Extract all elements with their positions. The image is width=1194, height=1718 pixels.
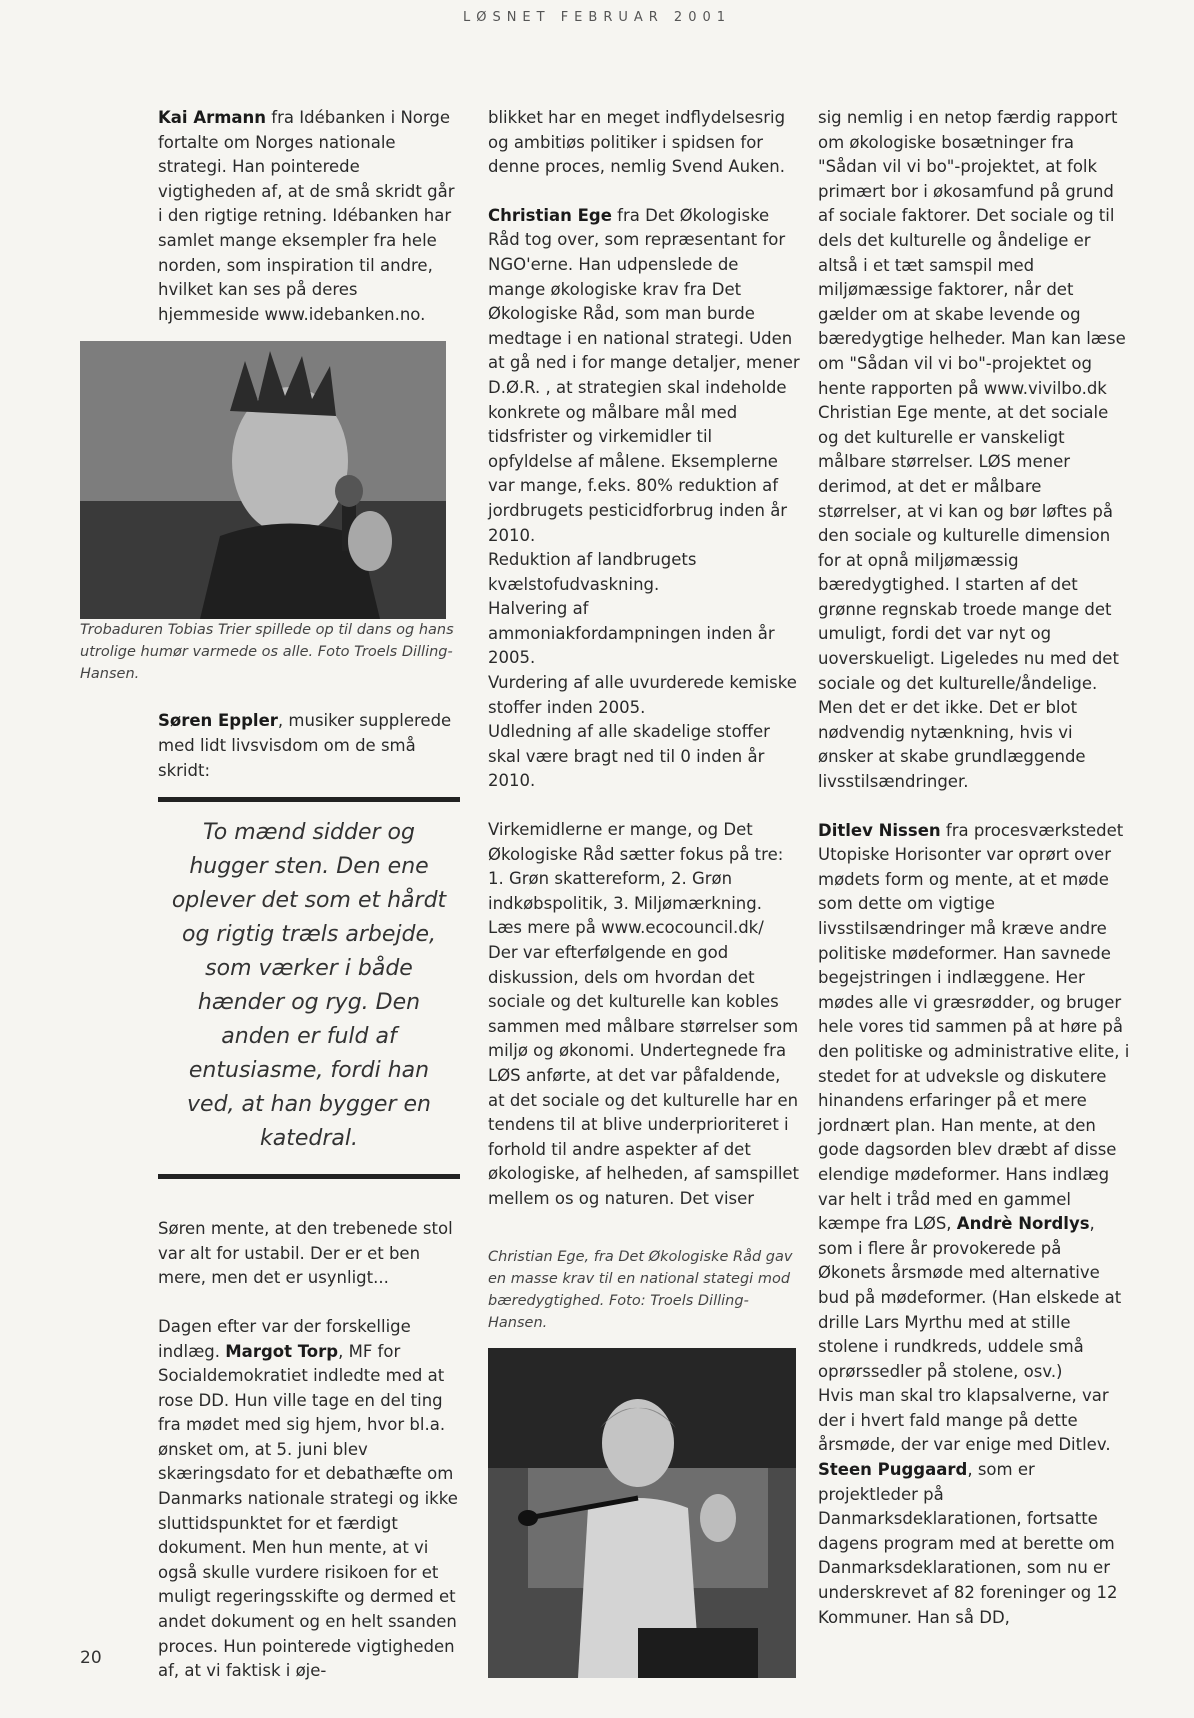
running-header: LØSNET FEBRUAR 2001 [462, 10, 732, 25]
paragraph-text: , MF for Socialdemokratiet indledte med at rose DD. Hun ville tage en del ting fra mødet med sig hjem, hvor bl.a. ønsket om, at 5. juni blev skæringsdato for et debathæfte om Danmarks nationale strategi og ikke sluttidspunktet for et færdigt dokument. Men hun mente, at vi også skulle vurdere risikoen for et muligt regeringsskifte og dermed et andet dokument og en helt ssanden proces. Hun pointerede vigtigheden af, at vi faktisk i øje- [158, 1341, 458, 1681]
paragraph-applause: Hvis man skal tro klapsalverne, var der i hvert fald mange på dette årsmøde, der var enige med Ditlev. [818, 1386, 1111, 1455]
person-name: Søren Eppler [158, 711, 278, 731]
page-number: 20 [80, 1648, 102, 1668]
person-name: Andrè Nordlys [956, 1214, 1090, 1234]
photo-caption: Christian Ege, fra Det Økologiske Råd gav en masse krav til en national stategi mod bæredygtighed. Foto: Troels Dilling-Hansen. [488, 1248, 793, 1331]
paragraph-measurable: Christian Ege mente, at det sociale og det kulturelle er vanskeligt målbare størrelser. LØS mener derimod, at det er målbare størrelser, at vi kan og bør løftes på den sociale og kulturelle dimension for at opnå miljømæssig bæredygtighed. I starten af det grønne regnskab troede mange det umuligt, fordi det var nyt og uoverskueligt. Ligeledes nu med det sociale og det kulturelle/åndelige. Men det er det ikke. Det er blot nødvendig nytænkning, hvis vi ønsker at skabe grundlæggende livsstilsændringer. [818, 403, 1119, 792]
paragraph-virkemidler: Virkemidlerne er mange, og Det Økologiske Råd sætter fokus på tre: 1. Grøn skattereform, 2. Grøn indkøbspolitik, 3. Miljømærkning. Læs mere på www.ecocouncil.dk/ [488, 820, 784, 938]
paragraph-svend-auken: blikket har en meget indflydelsesrig og ambitiøs politiker i spidsen for denne proces, nemlig Svend Auken. [488, 108, 786, 177]
list-item: Vurdering af alle uvurderede kemiske stoffer inden 2005. [488, 673, 797, 717]
pull-quote: To mænd sidder og hugger sten. Den ene oplever det som et hårdt og rigtig træls arbejde, som værker i både hænder og ryg. Den anden er fuld af entusiasme, fordi han ved, at han bygger en katedral. [171, 820, 447, 1152]
paragraph-kai-armann [158, 106, 460, 327]
person-name: Ditlev Nissen [818, 820, 941, 840]
paragraph-ditlev-nissen [818, 819, 1130, 1385]
list-item: Udledning af alle skadelige stoffer skal være bragt ned til 0 inden år 2010. [488, 722, 770, 791]
photo-troubadour [80, 341, 446, 619]
paragraph-margot-torp [158, 1315, 460, 1684]
paragraph-report: sig nemlig i en netop færdig rapport om økologiske bosætninger fra "Sådan vil vi bo"-projektet, at folk primært bor i økosamfund på grund af sociale faktorer. Det sociale og til dels det kulturelle og åndelige er altså i et tæt samspil med miljømæssige faktorer, når det gælder om at skabe levende og bæredygtige helheder. Man kan læse om "Sådan vil vi bo"-projektet og hente rapporten på www.vivilbo.dk [818, 108, 1126, 398]
person-name: Steen Puggaard [818, 1460, 968, 1480]
photo-christian-ege [488, 1348, 796, 1678]
person-name: Margot Torp [225, 1341, 339, 1361]
speaker-photo-illustration [488, 1348, 796, 1678]
paragraph-stool: Søren mente, at den trebenede stol var alt for ustabil. Der er et ben mere, men det er usynligt... [158, 1219, 453, 1288]
column-2 [488, 106, 800, 1678]
paragraph-text: , musiker supplerede med lidt livsvisdom om de små skridt: [158, 711, 452, 780]
paragraph-steen-puggaard [818, 1458, 1130, 1630]
paragraph-soren-eppler [158, 709, 460, 783]
column-3 [818, 106, 1130, 1630]
paragraph-text: , som i flere år provokerede på Økonets årsmøde med alternative bud på mødeformer. (Han elskede at drille Lars Myrthu med at stille stolene i rundkreds, uddele små oprørssedler på stolene, osv.) [818, 1214, 1122, 1381]
person-name: Kai Armann [158, 108, 267, 127]
paragraph-christian-ege [488, 204, 800, 548]
person-name: Christian Ege [488, 205, 612, 225]
paragraph-text: fra Det Økologiske Råd tog over, som repræsentant for NGO'erne. Han udpenslede de mange økologiske krav fra Det Økologiske Råd, som man burde medtage i en national strategi. Uden at gå ned i for mange detaljer, mener D.Ø.R. , at strategien skal indeholde konkrete og målbare mål med tidsfrister og virkemidler til opfyldelse af målene. Eksemplerne var mange, f.eks. 80% reduktion af jordbrugets pesticidforbrug inden år 2010. [488, 205, 800, 545]
paragraph-text: , som er projektleder på Danmarksdeklarationen, fortsatte dagens program med at berette om Danmarksdeklarationen, som nu er underskrevet af 82 foreninger og 12 Kommuner. Han så DD, [818, 1460, 1118, 1627]
paragraph-text: fra Idébanken i Norge fortalte om Norges nationale strategi. Han pointerede vigtigheden af, at de små skridt går i den rigtige retning. Idébanken har samlet mange eksempler fra hele norden, som inspiration til andre, hvilket kan ses på deres hjemmeside www.idebanken.no. [158, 108, 455, 324]
paragraph-text: fra procesværkstedet Utopiske Horisonter var oprørt over mødets form og mente, at et møde som dette om vigtige livsstilsændringer må kræve andre politiske mødeformer. Han savnede begejstringen i indlæggene. Her mødes alle vi græsrødder, og bruger hele vores tid sammen på at høre på den politiske og administrative elite, i stedet for at udveksle og diskutere hinandens erfaringer på et mere jordnært plan. Han mente, at den gode dagsorden blev dræbt af disse elendige mødeformer. Hans indlæg var helt i tråd med en gammel kæmpe fra LØS, [818, 820, 1130, 1234]
paragraph-discussion: Der var efterfølgende en god diskussion, dels om hvordan det sociale og det kulturelle kan kobles sammen med målbare størrelser som miljø og økonomi. Undertegnede fra LØS anførte, at det var påfaldende, at det sociale og det kulturelle har en tendens til at blive underprioriteret i forhold til andre aspekter af det økologiske, af helheden, af samspillet mellem os og naturen. Det viser [488, 943, 800, 1208]
photo-caption: Trobaduren Tobias Trier spillede op til dans og hans utrolige humør varmede os alle. Foto Troels Dilling-Hansen. [80, 622, 454, 683]
list-item: Reduktion af landbrugets kvælstofudvaskning. [488, 550, 697, 594]
list-item: Halvering af ammoniakfordampningen inden år 2005. [488, 599, 775, 668]
paragraph-text: Dagen efter var der forskellige indlæg. [158, 1316, 411, 1361]
troubadour-photo-illustration [80, 341, 446, 619]
quote-rule-bottom [158, 1174, 460, 1179]
